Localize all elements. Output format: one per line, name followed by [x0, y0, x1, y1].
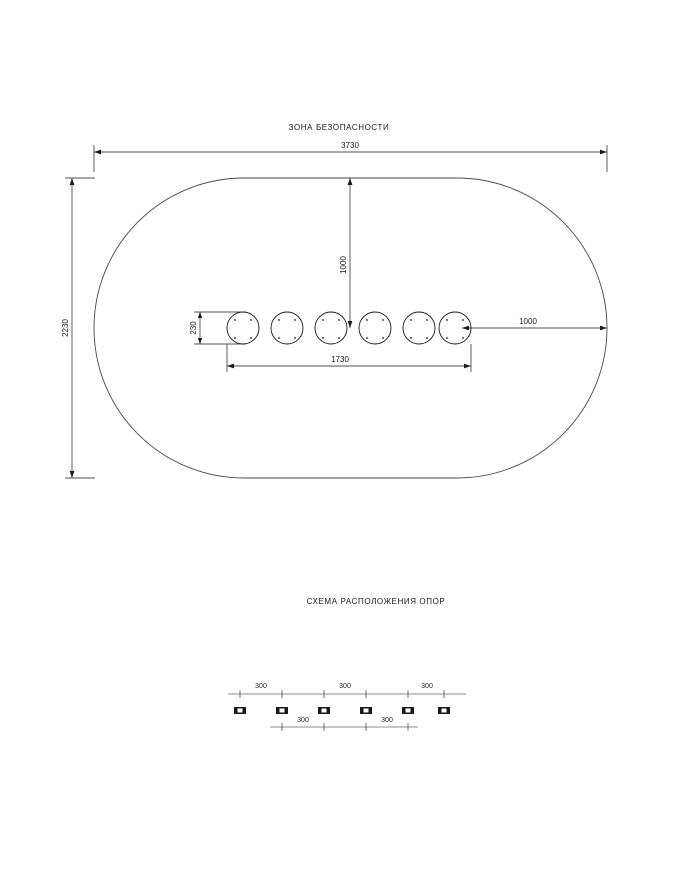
support-block: [438, 707, 450, 714]
horizontal-offset-dimension: [462, 317, 607, 330]
support-block: [318, 707, 330, 714]
support-block: [402, 707, 414, 714]
element-diameter-value: 230: [189, 321, 198, 335]
circular-element: [227, 312, 259, 344]
horizontal-offset-value: 1000: [519, 317, 537, 326]
overall-height-value: 2230: [61, 319, 70, 337]
vertical-offset-value: 1000: [339, 256, 348, 274]
safety-zone-title: ЗОНА БЕЗОПАСНОСТИ: [288, 123, 390, 132]
supports-scheme: [228, 683, 466, 731]
supports-scheme-title: СХЕМА РАСПОЛОЖЕНИЯ ОПОР: [306, 597, 446, 606]
overall-height-dimension: [61, 178, 95, 478]
overall-width-dimension: [94, 141, 607, 172]
element-row: [227, 312, 471, 344]
circular-element: [315, 312, 347, 344]
element-row-length-value: 1730: [331, 355, 349, 364]
circular-element: [271, 312, 303, 344]
circular-element: [403, 312, 435, 344]
circular-element: [359, 312, 391, 344]
support-spacing-top-1: 300: [255, 683, 267, 690]
element-diameter-dimension: [189, 312, 246, 344]
vertical-offset-dimension: [339, 178, 352, 328]
support-spacing-top-2: 300: [339, 683, 351, 690]
support-block: [276, 707, 288, 714]
support-spacing-bottom-1: 300: [297, 717, 309, 724]
support-spacing-bottom-2: 300: [381, 717, 393, 724]
support-block: [234, 707, 246, 714]
overall-width-value: 3730: [341, 141, 359, 150]
support-block: [360, 707, 372, 714]
element-row-length-dimension: [227, 344, 471, 372]
support-spacing-top-3: 300: [421, 683, 433, 690]
